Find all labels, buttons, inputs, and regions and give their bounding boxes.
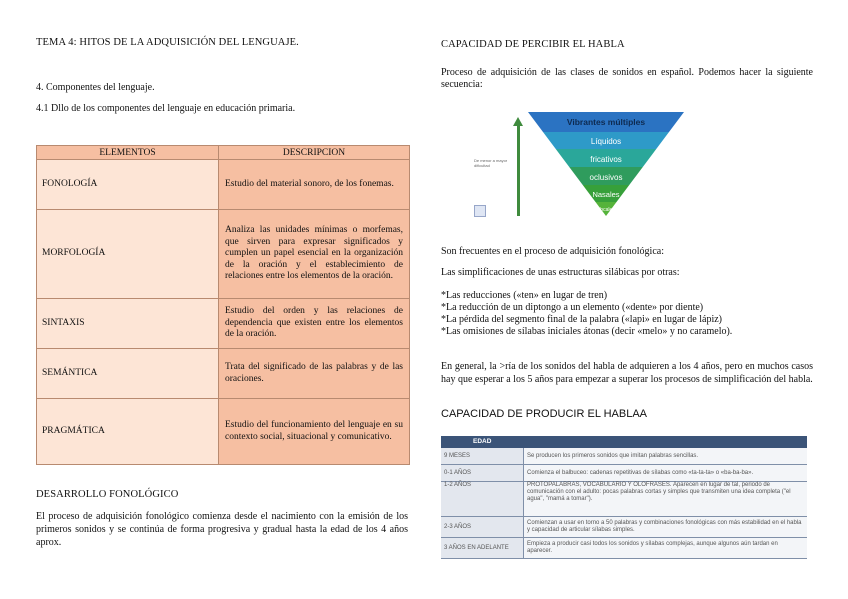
element-name: SINTAXIS [37, 299, 219, 349]
general-text: En general, la >ría de los sonidos del habla de adquieren a los 4 años, pero en muchos casos hay que esperar a los 5 años para empezar a superar los procesos de simplificación del habla. [441, 361, 813, 385]
element-description: Estudio del orden y las relaciones de dependencia que existen entre los elementos de la oración. [219, 299, 410, 349]
table-row [37, 399, 410, 465]
table-row [37, 349, 410, 399]
difficulty-label: De menor a mayor dificultad [474, 158, 508, 168]
frequent-text: Son frecuentes en el proceso de adquisición fonológica: [441, 246, 664, 257]
arrow-shaft [517, 124, 520, 216]
section-heading: 4. Componentes del lenguaje. [36, 82, 155, 93]
table-row [441, 538, 807, 559]
header-descripcion: DESCRIPCION [219, 146, 410, 160]
element-name: PRAGMÁTICA [37, 399, 219, 465]
element-description: Estudio del funcionamiento del lenguaje en su contexto social, situacional y comunicativo. [219, 399, 410, 465]
age-table [441, 436, 807, 559]
produce-heading: CAPACIDAD DE PRODUCIR EL HABLAA [441, 408, 647, 420]
simplification-text: Las simplificaciones de unas estructuras silábicas por otras: [441, 267, 680, 278]
age-header: EDAD [441, 436, 524, 448]
table-row [441, 517, 807, 538]
pyramid-label: Nasales [592, 190, 620, 199]
age-cell: 3 AÑOS EN ADELANTE [441, 538, 524, 559]
perceive-heading: CAPACIDAD DE PERCIBIR EL HABLA [441, 39, 625, 50]
pyramid-label: Líquidos [590, 137, 622, 146]
table-row [37, 299, 410, 349]
pyramid-label: Vocales [597, 207, 615, 213]
element-name: FONOLOGÍA [37, 160, 219, 210]
pyramid-label: fricativos [590, 155, 622, 164]
age-cell: 9 MESES [441, 448, 524, 465]
element-name: MORFOLOGÍA [37, 210, 219, 299]
pyramid-label: oclusivos [589, 173, 623, 182]
small-diagram-icon [474, 205, 486, 217]
element-name: SEMÁNTICA [37, 349, 219, 399]
arrow-up-icon [513, 117, 523, 126]
list-item: *La pérdida del segmento final de la palabra («lapi» en lugar de lápiz) [441, 314, 722, 325]
list-item: *La reducción de un diptongo a un elemento («dente» por diente) [441, 302, 704, 313]
table-row [37, 160, 410, 210]
age-description: PROTOPALABRAS, VOCABULARIO Y OLOFRASES. Aparecen en lugar de tal, periodo de comunicación con el adulto: pocas palabras cortas y simples que transmiten una idea completa ("el agua", "mamá a tomar"). [524, 482, 808, 517]
pyramid-label: Vibrantes múltiples [566, 117, 646, 127]
simplification-list [441, 290, 732, 338]
subsection-heading: 4.1 Dllo de los componentes del lenguaje en educación primaria. [36, 103, 296, 114]
element-description: Estudio del material sonoro, de los fonemas. [219, 160, 410, 210]
table-row [441, 448, 807, 465]
list-item: *Las reducciones («ten» en lugar de tren) [441, 290, 608, 301]
table-row [441, 465, 807, 482]
age-cell: 1-2 AÑOS [441, 482, 524, 517]
age-description: Comienza el balbuceo: cadenas repetitivas de sílabas como «ta-ta-ta» o «ba-ba-ba». [524, 465, 808, 482]
table-row [37, 210, 410, 299]
element-description: Analiza las unidades mínimas o morfemas, que sirven para expresar significados y cumplen un papel esencial en la organización de la oración y el establecimiento de relaciones entre los elementos de la oración. [219, 210, 410, 299]
age-cell: 0-1 AÑOS [441, 465, 524, 482]
list-item: *Las omisiones de sílabas iniciales átonas (decir «melo» y no caramelo). [441, 326, 733, 337]
development-text: El proceso de adquisición fonológico comienza desde el nacimiento con la emisión de los primeros sonidos y se continúa de forma progresiva y gradual hasta la edad de los 4 años aprox. [36, 511, 408, 548]
age-description: Comienzan a usar en torno a 50 palabras y combinaciones fonológicas con más estabilidad en el habla y capacidad de articular sílabas simples. [524, 517, 808, 538]
element-description: Trata del significado de las palabras y de las oraciones. [219, 349, 410, 399]
elements-table [36, 145, 410, 465]
page-title: TEMA 4: HITOS DE LA ADQUISICIÓN DEL LENGUAJE. [36, 37, 299, 48]
age-description: Se producen los primeros sonidos que imitan palabras sencillas. [524, 448, 808, 465]
perceive-intro: Proceso de adquisición de las clases de sonidos en español. Podemos hacer la siguiente secuencia: [441, 67, 813, 90]
table-row [441, 482, 807, 517]
sound-acquisition-pyramid [528, 112, 684, 216]
age-cell: 2-3 AÑOS [441, 517, 524, 538]
age-description: Empieza a producir casi todos los sonidos y sílabas complejas, aunque algunos aún tardan en aparecer. [524, 538, 808, 559]
development-heading: DESARROLLO FONOLÓGICO [36, 489, 179, 500]
header-elementos: ELEMENTOS [37, 146, 219, 160]
